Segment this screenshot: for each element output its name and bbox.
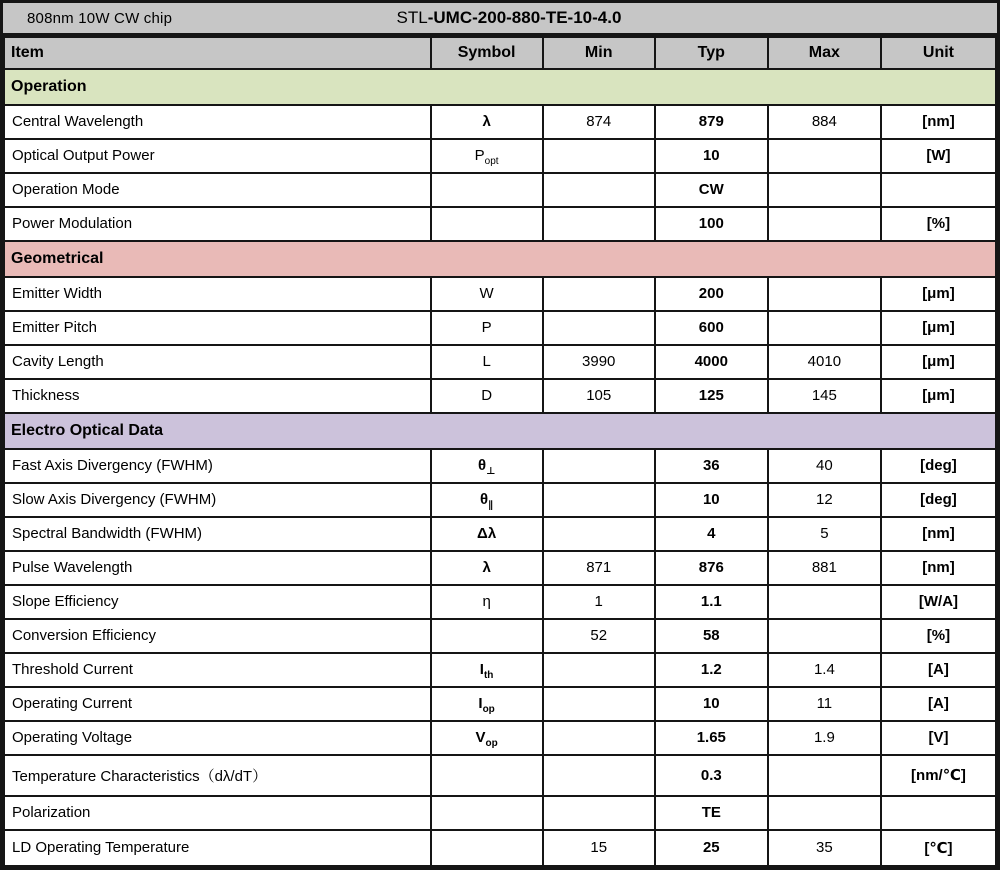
row-symbol: λ <box>431 551 543 585</box>
table-row <box>4 619 996 653</box>
title-bar <box>3 3 997 36</box>
model-suffix: -UMC-200-880-TE-10-4.0 <box>427 8 622 27</box>
table-row <box>4 551 996 585</box>
row-max-value: 5 <box>768 517 881 551</box>
column-header-min: Min <box>543 37 655 69</box>
row-max-value: 1.9 <box>768 721 881 755</box>
row-item-label: Slope Efficiency <box>4 585 431 619</box>
row-symbol: L <box>431 345 543 379</box>
row-typ-value: 36 <box>655 449 768 483</box>
row-max-value: 145 <box>768 379 881 413</box>
row-symbol: $I_{op}$ <box>431 687 543 721</box>
row-min-value: 52 <box>543 619 655 653</box>
row-max-value <box>768 755 881 796</box>
row-item-label: Threshold Current <box>4 653 431 687</box>
row-min-value <box>543 755 655 796</box>
row-min-value <box>543 653 655 687</box>
row-item-label: Central Wavelength <box>4 105 431 139</box>
table-row <box>4 207 996 241</box>
row-symbol: η <box>431 585 543 619</box>
row-typ-value: TE <box>655 796 768 830</box>
row-item-label: Operating Current <box>4 687 431 721</box>
table-row <box>4 105 996 139</box>
row-unit: [nm] <box>881 105 996 139</box>
row-typ-value: 0.3 <box>655 755 768 796</box>
table-row <box>4 687 996 721</box>
table-row <box>4 483 996 517</box>
row-typ-value: 10 <box>655 687 768 721</box>
row-symbol <box>431 755 543 796</box>
row-max-value: 4010 <box>768 345 881 379</box>
row-unit <box>881 173 996 207</box>
row-unit: [V] <box>881 721 996 755</box>
row-min-value: 15 <box>543 830 655 866</box>
row-max-value <box>768 173 881 207</box>
row-min-value <box>543 721 655 755</box>
table-row <box>4 755 996 796</box>
table-row <box>4 721 996 755</box>
row-symbol: P <box>431 311 543 345</box>
row-min-value <box>543 517 655 551</box>
row-unit: [A] <box>881 653 996 687</box>
row-symbol <box>431 173 543 207</box>
row-unit: [μm] <box>881 379 996 413</box>
row-symbol <box>431 207 543 241</box>
row-typ-value: 876 <box>655 551 768 585</box>
column-header-typ: Typ <box>655 37 768 69</box>
row-typ-value: 4 <box>655 517 768 551</box>
table-row <box>4 345 996 379</box>
row-typ-value: 10 <box>655 483 768 517</box>
column-header-symbol: Symbol <box>431 37 543 69</box>
column-header-item: Item <box>4 37 431 69</box>
row-max-value: 35 <box>768 830 881 866</box>
row-unit: [deg] <box>881 483 996 517</box>
row-max-value: 881 <box>768 551 881 585</box>
row-unit: [μm] <box>881 345 996 379</box>
row-item-label: Operation Mode <box>4 173 431 207</box>
model-number <box>397 8 622 28</box>
row-symbol <box>431 796 543 830</box>
row-item-label: LD Operating Temperature <box>4 830 431 866</box>
section-header-operation: Operation <box>4 69 996 105</box>
row-min-value <box>543 173 655 207</box>
column-header-max: Max <box>768 37 881 69</box>
row-unit: [%] <box>881 207 996 241</box>
section-row <box>4 413 996 449</box>
table-row <box>4 173 996 207</box>
chip-type-label: 808nm 10W CW chip <box>27 9 173 27</box>
row-unit: [A] <box>881 687 996 721</box>
row-unit: [W] <box>881 139 996 173</box>
row-unit <box>881 796 996 830</box>
row-max-value <box>768 207 881 241</box>
row-unit: [W/A] <box>881 585 996 619</box>
table-row <box>4 311 996 345</box>
row-max-value <box>768 619 881 653</box>
table-row <box>4 379 996 413</box>
row-typ-value: 25 <box>655 830 768 866</box>
table-row <box>4 653 996 687</box>
row-unit: [℃] <box>881 830 996 866</box>
section-row <box>4 69 996 105</box>
row-symbol <box>431 619 543 653</box>
row-typ-value: 1.2 <box>655 653 768 687</box>
row-min-value <box>543 207 655 241</box>
table-row <box>4 517 996 551</box>
row-unit: [deg] <box>881 449 996 483</box>
row-max-value <box>768 585 881 619</box>
row-symbol: $\theta_\perp$ <box>431 449 543 483</box>
row-min-value: 105 <box>543 379 655 413</box>
row-typ-value: 100 <box>655 207 768 241</box>
row-max-value: 11 <box>768 687 881 721</box>
row-typ-value: 10 <box>655 139 768 173</box>
row-min-value <box>543 796 655 830</box>
row-min-value <box>543 449 655 483</box>
row-max-value: 40 <box>768 449 881 483</box>
spec-table <box>3 36 997 867</box>
model-prefix: STL <box>396 8 428 27</box>
row-unit: [nm/℃] <box>881 755 996 796</box>
row-item-label: Spectral Bandwidth (FWHM) <box>4 517 431 551</box>
row-min-value <box>543 483 655 517</box>
row-symbol: $I_{th}$ <box>431 653 543 687</box>
row-typ-value: 600 <box>655 311 768 345</box>
section-header-geometrical: Geometrical <box>4 241 996 277</box>
table-row <box>4 585 996 619</box>
row-typ-value: 200 <box>655 277 768 311</box>
table-row <box>4 139 996 173</box>
column-header-unit: Unit <box>881 37 996 69</box>
row-item-label: Power Modulation <box>4 207 431 241</box>
row-item-label: Slow Axis Divergency (FWHM) <box>4 483 431 517</box>
column-header-row <box>4 37 996 69</box>
row-typ-value: 879 <box>655 105 768 139</box>
section-row <box>4 241 996 277</box>
row-symbol: $P_{opt}$ <box>431 139 543 173</box>
row-symbol: λ <box>431 105 543 139</box>
row-max-value: 12 <box>768 483 881 517</box>
row-min-value <box>543 687 655 721</box>
row-item-label: Emitter Width <box>4 277 431 311</box>
row-item-label: Conversion Efficiency <box>4 619 431 653</box>
row-min-value <box>543 139 655 173</box>
row-min-value: 1 <box>543 585 655 619</box>
row-min-value: 3990 <box>543 345 655 379</box>
row-symbol: D <box>431 379 543 413</box>
row-max-value <box>768 796 881 830</box>
row-min-value <box>543 311 655 345</box>
row-min-value <box>543 277 655 311</box>
row-item-label: Cavity Length <box>4 345 431 379</box>
row-item-label: Pulse Wavelength <box>4 551 431 585</box>
row-unit: [%] <box>881 619 996 653</box>
row-max-value: 1.4 <box>768 653 881 687</box>
section-header-electro-optical-data: Electro Optical Data <box>4 413 996 449</box>
row-symbol: $V_{op}$ <box>431 721 543 755</box>
table-row <box>4 796 996 830</box>
row-typ-value: 125 <box>655 379 768 413</box>
row-item-label: Emitter Pitch <box>4 311 431 345</box>
row-min-value: 874 <box>543 105 655 139</box>
row-symbol: $\theta_\parallel$ <box>431 483 543 517</box>
table-row <box>4 449 996 483</box>
row-item-label: Fast Axis Divergency (FWHM) <box>4 449 431 483</box>
row-item-label: Thickness <box>4 379 431 413</box>
row-unit: [μm] <box>881 277 996 311</box>
row-typ-value: 58 <box>655 619 768 653</box>
row-max-value: 884 <box>768 105 881 139</box>
row-max-value <box>768 277 881 311</box>
row-unit: [μm] <box>881 311 996 345</box>
row-item-label: Temperature Characteristics（dλ/dT） <box>4 755 431 796</box>
row-typ-value: 1.1 <box>655 585 768 619</box>
row-symbol <box>431 830 543 866</box>
row-min-value: 871 <box>543 551 655 585</box>
table-row <box>4 277 996 311</box>
row-unit: [nm] <box>881 517 996 551</box>
row-item-label: Optical Output Power <box>4 139 431 173</box>
row-max-value <box>768 139 881 173</box>
row-item-label: Operating Voltage <box>4 721 431 755</box>
table-row <box>4 830 996 866</box>
row-symbol: W <box>431 277 543 311</box>
row-typ-value: CW <box>655 173 768 207</box>
row-max-value <box>768 311 881 345</box>
row-typ-value: 1.65 <box>655 721 768 755</box>
row-unit: [nm] <box>881 551 996 585</box>
row-symbol: Δλ <box>431 517 543 551</box>
row-typ-value: 4000 <box>655 345 768 379</box>
row-item-label: Polarization <box>4 796 431 830</box>
